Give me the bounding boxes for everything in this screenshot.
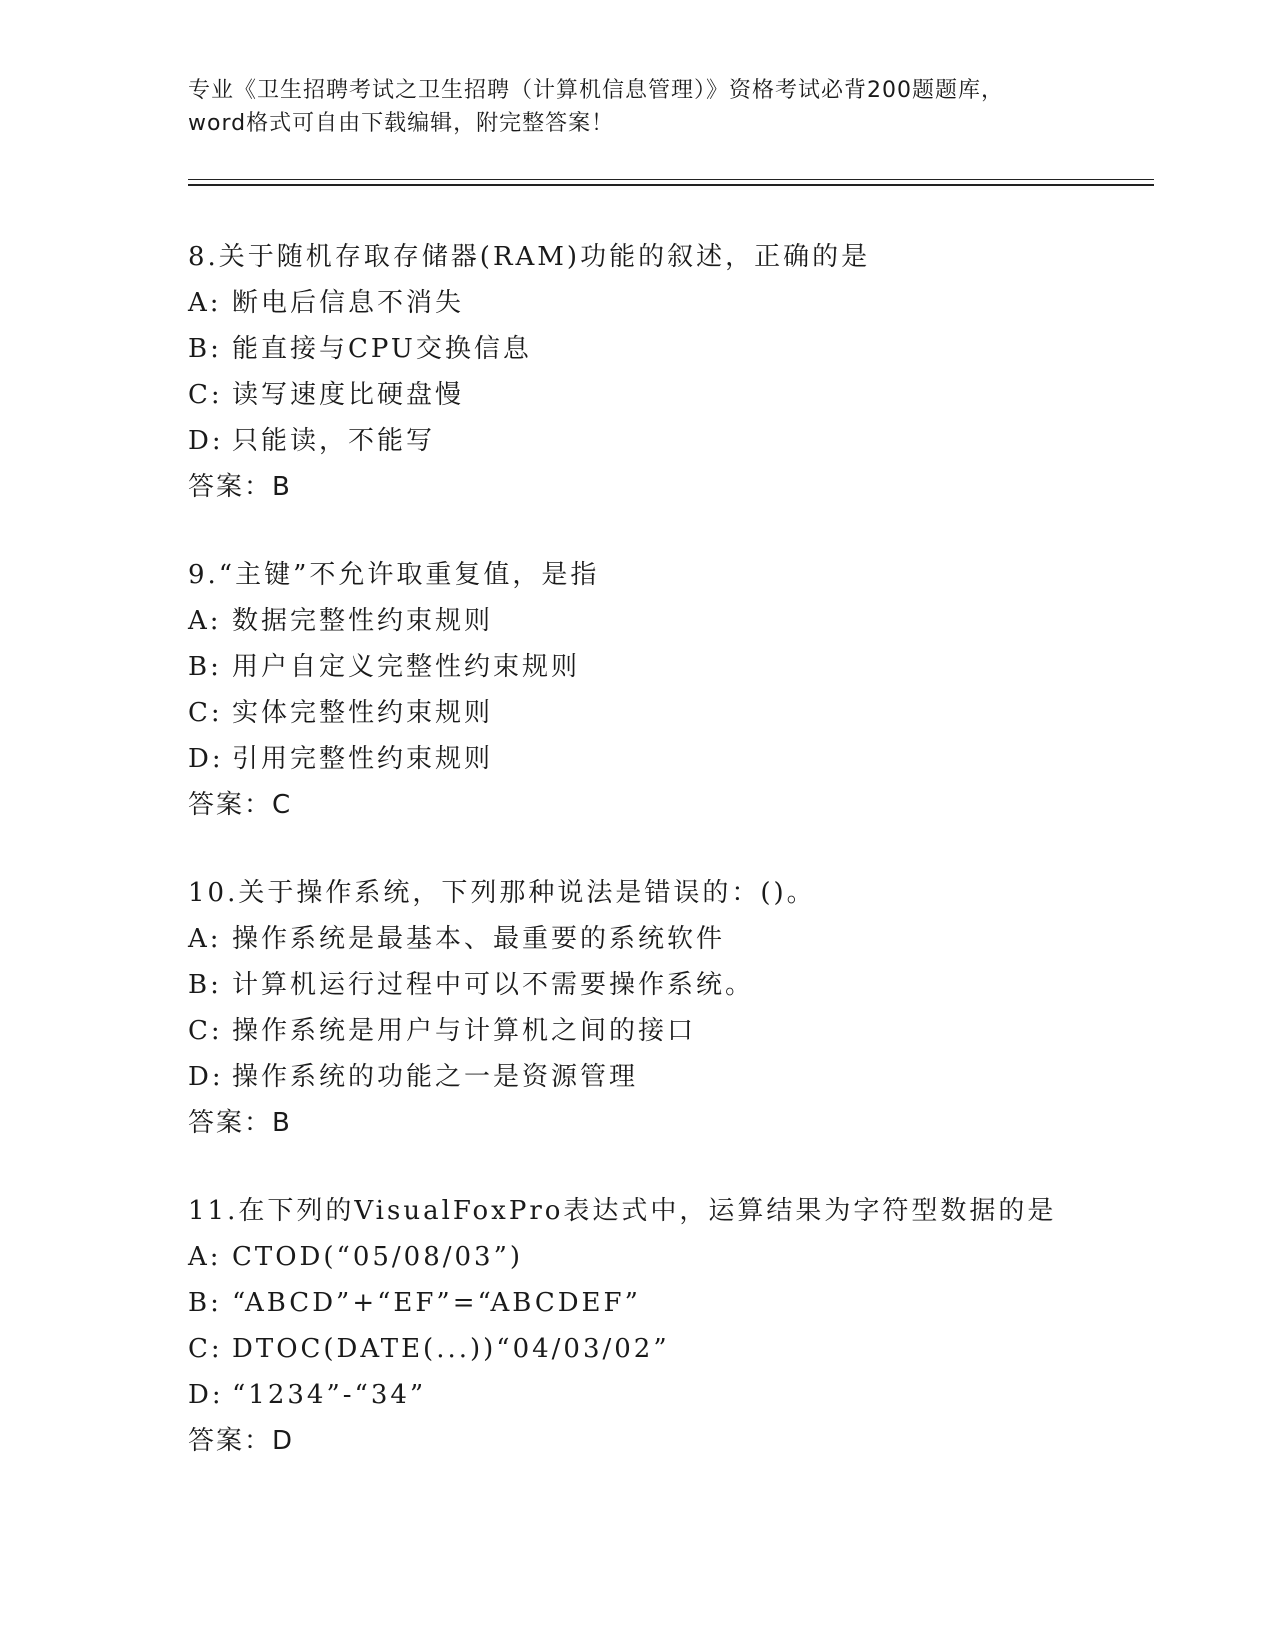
option-c — [188, 1008, 1148, 1054]
question-9 — [188, 552, 1148, 828]
answer-line: 答案：C — [188, 790, 293, 820]
option-key: C: — [188, 1016, 223, 1046]
option-a — [188, 280, 1148, 326]
option-key: D: — [188, 1380, 224, 1410]
header-line-2: word格式可自由下载编辑，附完整答案！ — [188, 111, 615, 136]
option-text: DTOC(DATE(...))“04/03/02” — [232, 1334, 670, 1364]
option-text: “ABCD”+“EF”=“ABCDEF” — [232, 1288, 641, 1318]
option-text: 实体完整性约束规则 — [232, 698, 494, 728]
option-text: 读写速度比硬盘慢 — [232, 380, 465, 410]
option-c — [188, 1326, 1148, 1372]
question-8 — [188, 234, 1148, 510]
option-d — [188, 418, 1148, 464]
option-d — [188, 1054, 1148, 1100]
option-key: B: — [188, 652, 222, 682]
option-b — [188, 962, 1148, 1008]
option-text: 用户自定义完整性约束规则 — [232, 652, 581, 682]
answer-line: 答案：B — [188, 1108, 292, 1138]
option-text: 操作系统是最基本、最重要的系统软件 — [232, 924, 726, 954]
option-key: C: — [188, 1334, 223, 1364]
question-stem: 8.关于随机存取存储器(RAM)功能的叙述，正确的是 — [188, 242, 871, 272]
option-b — [188, 326, 1148, 372]
option-a — [188, 1234, 1148, 1280]
option-key: B: — [188, 1288, 222, 1318]
option-text: 操作系统是用户与计算机之间的接口 — [232, 1016, 697, 1046]
option-key: A: — [188, 1242, 222, 1272]
option-b — [188, 1280, 1148, 1326]
option-key: B: — [188, 970, 222, 1000]
option-d — [188, 1372, 1148, 1418]
header-line-1: 专业《卫生招聘考试之卫生招聘（计算机信息管理）》资格考试必背200题题库， — [188, 78, 1004, 103]
header-divider-bottom — [188, 184, 1154, 186]
option-c — [188, 690, 1148, 736]
option-text: 数据完整性约束规则 — [232, 606, 494, 636]
option-text: 计算机运行过程中可以不需要操作系统。 — [232, 970, 755, 1000]
option-a — [188, 916, 1148, 962]
option-text: 引用完整性约束规则 — [232, 744, 494, 774]
question-stem: 11.在下列的VisualFoxPro表达式中，运算结果为字符型数据的是 — [188, 1196, 1057, 1226]
option-key: A: — [188, 924, 222, 954]
question-11 — [188, 1188, 1148, 1464]
option-text: “1234”-“34” — [232, 1380, 427, 1410]
answer-line: 答案：D — [188, 1426, 295, 1456]
option-key: C: — [188, 698, 223, 728]
answer-line: 答案：B — [188, 472, 292, 502]
option-a — [188, 598, 1148, 644]
option-text: CTOD(“05/08/03”) — [232, 1242, 524, 1272]
option-key: A: — [188, 288, 222, 318]
option-text: 只能读，不能写 — [232, 426, 436, 456]
option-key: D: — [188, 744, 224, 774]
option-text: 断电后信息不消失 — [232, 288, 465, 318]
document-header — [188, 74, 1088, 140]
option-key: C: — [188, 380, 223, 410]
option-text: 操作系统的功能之一是资源管理 — [232, 1062, 639, 1092]
question-10 — [188, 870, 1148, 1146]
option-key: A: — [188, 606, 222, 636]
option-b — [188, 644, 1148, 690]
question-stem: 10.关于操作系统，下列那种说法是错误的：()。 — [188, 878, 816, 908]
option-key: D: — [188, 1062, 224, 1092]
header-divider-top — [188, 179, 1154, 180]
option-c — [188, 372, 1148, 418]
question-list — [188, 234, 1148, 1506]
option-d — [188, 736, 1148, 782]
question-stem: 9.“主键”不允许取重复值，是指 — [188, 560, 600, 590]
option-key: D: — [188, 426, 224, 456]
option-text: 能直接与CPU交换信息 — [232, 334, 532, 364]
option-key: B: — [188, 334, 222, 364]
